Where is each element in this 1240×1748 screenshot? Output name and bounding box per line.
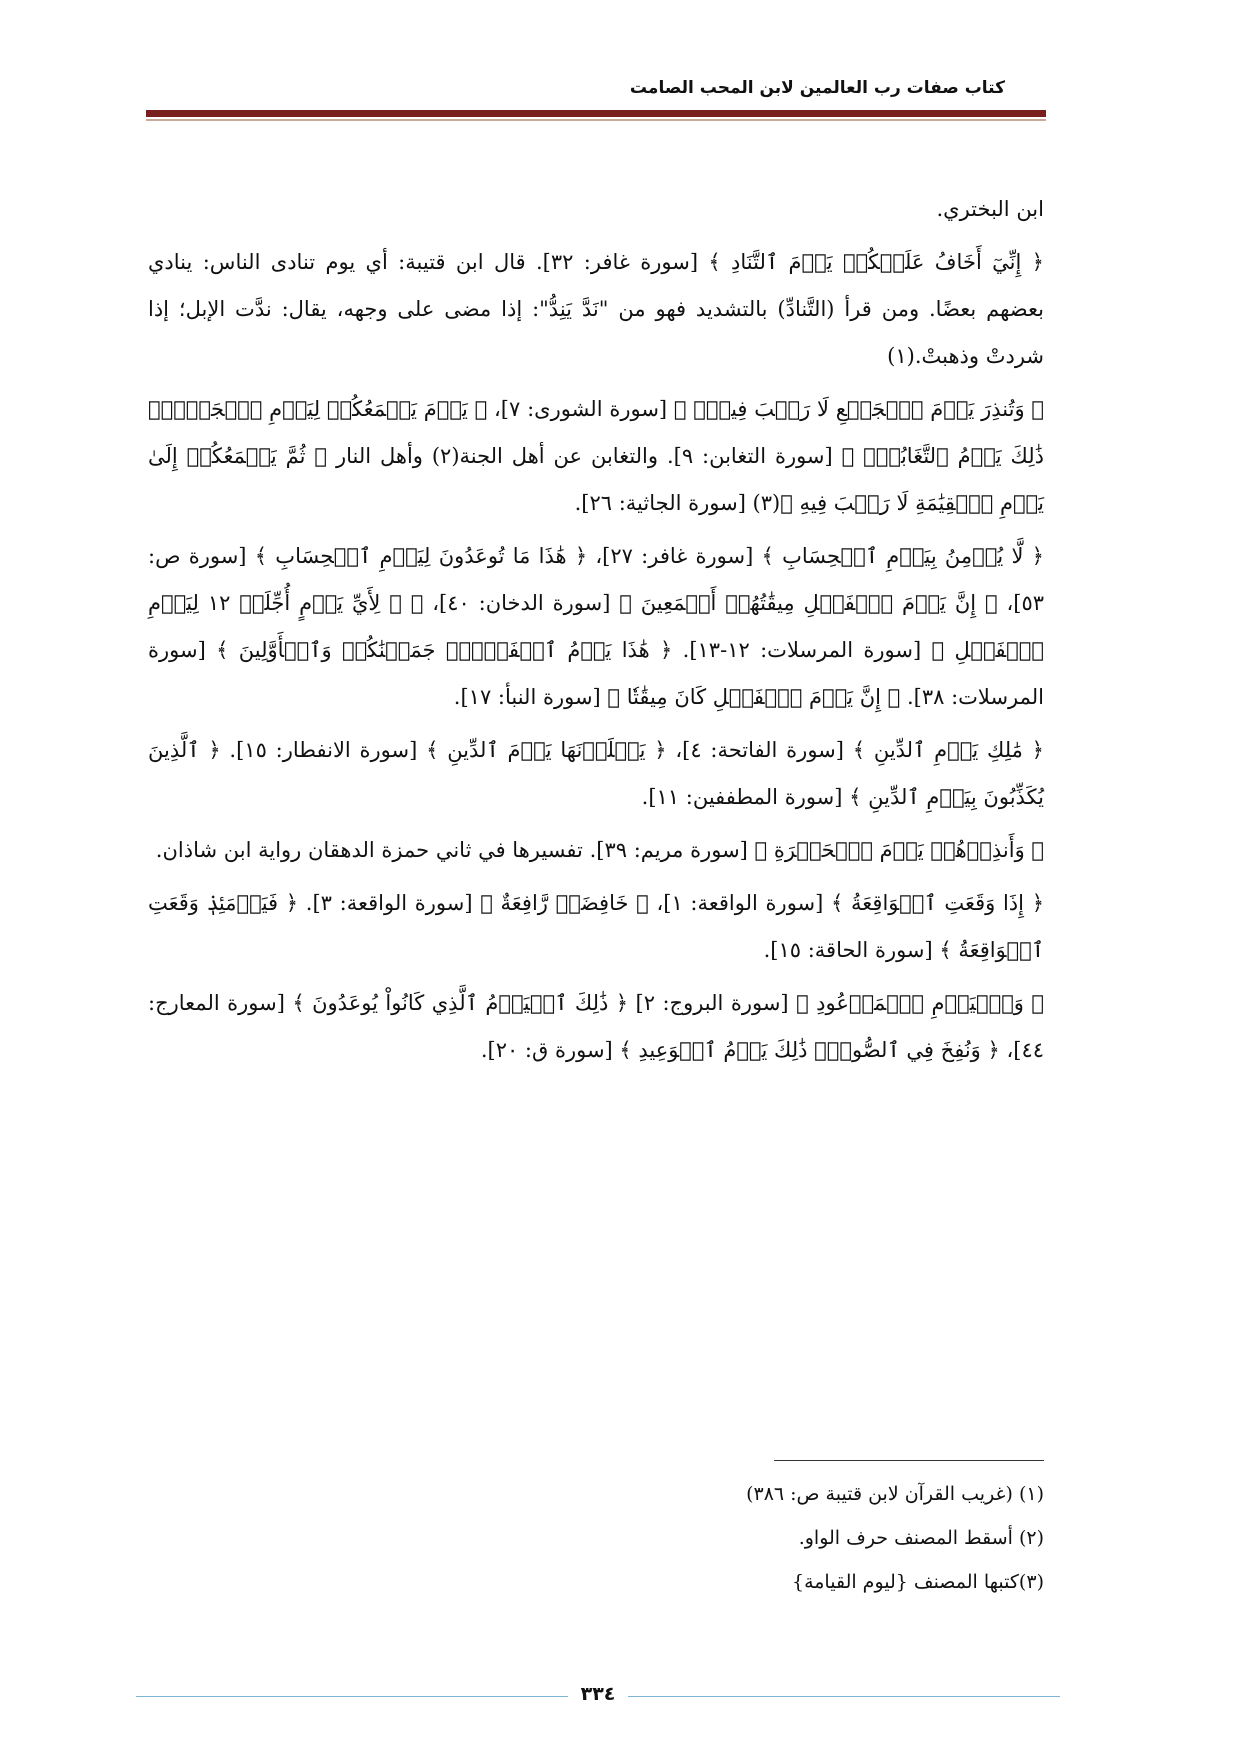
footnote: (١) (غريب القرآن لابن قتيبة ص: ٣٨٦): [746, 1483, 1044, 1505]
header-rule-thin: [146, 119, 1046, 121]
paragraph: ﴿ وَٱلۡيَوۡمِ ٱلۡمَوۡعُودِ ﴾ [سورة البروج: ٢] ﴿ ذَٰلِكَ ٱلۡيَوۡمُ ٱلَّذِي كَانُواْ يُوعَدُونَ ﴾ [سورة المعارج: ٤٤]، ﴿ وَنُفِخَ فِي ٱلصُّورِۚ ذَٰلِكَ يَوۡمُ ٱلۡوَعِيدِ ﴾ [سورة ق: ٢٠].: [148, 991, 1044, 1062]
footnote: (٢) أسقط المصنف حرف الواو.: [798, 1527, 1044, 1549]
footnote-separator: [774, 1460, 1044, 1461]
paragraph: ابن البختري.: [936, 197, 1044, 221]
running-header-title: كتاب صفات رب العالمين لابن المحب الصامت: [629, 78, 1005, 98]
main-text: [148, 186, 1044, 1080]
header-rule: [146, 110, 1046, 117]
paragraph: ﴿ وَتُنذِرَ يَوۡمَ ٱلۡجَمۡعِ لَا رَيۡبَ فِيهِۚ ﴾ [سورة الشورى: ٧]، ﴿ يَوۡمَ يَجۡمَعُكُمۡ لِيَوۡمِ ٱلۡجَمۡعِۖ ذَٰلِكَ يَوۡمُ ٱلتَّغَابُنِۗ ﴾ [سورة التغابن: ٩]. والتغابن عن أهل الجنة(٢) وأهل النار ﴿ ثُمَّ يَجۡمَعُكُمۡ إِلَىٰ يَوۡمِ ٱلۡقِيَٰمَةِ لَا رَيۡبَ فِيهِ ﴾(٣) [سورة الجاثية: ٢٦].: [148, 397, 1045, 515]
footnote: (٣)كتبها المصنف {ليوم القيامة}: [791, 1571, 1044, 1593]
paragraph: ﴿ إِنِّيٓ أَخَافُ عَلَيۡكُمۡ يَوۡمَ ٱلتَّنَادِ ﴾ [سورة غافر: ٣٢]. قال ابن قتيبة: أي يوم تنادى الناس: ينادي بعضهم بعضًا. ومن قرأ (التَّنادِّ) بالتشديد فهو من "نَدَّ يَنِدُّ": إذا مضى على وجهه، يقال: ندَّت الإبل؛ إذا شردتْ وذهبتْ.(١): [148, 250, 1044, 368]
paragraph: ﴿ وَأَنذِرۡهُمۡ يَوۡمَ ٱلۡحَسۡرَةِ ﴾ [سورة مريم: ٣٩]. تفسيرها في ثاني حمزة الدهقان رواية ابن شاذان.: [155, 838, 1044, 862]
paragraph: ﴿ مَٰلِكِ يَوۡمِ ٱلدِّينِ ﴾ [سورة الفاتحة: ٤]، ﴿ يَصۡلَوۡنَهَا يَوۡمَ ٱلدِّينِ ﴾ [سورة الانفطار: ١٥]. ﴿ ٱلَّذِينَ يُكَذِّبُونَ بِيَوۡمِ ٱلدِّينِ ﴾ [سورة المطففين: ١١].: [148, 738, 1044, 809]
paragraph: ﴿ لَّا يُؤۡمِنُ بِيَوۡمِ ٱلۡحِسَابِ ﴾ [سورة غافر: ٢٧]، ﴿ هَٰذَا مَا تُوعَدُونَ لِيَوۡمِ ٱلۡحِسَابِ ﴾ [سورة ص: ٥٣]، ﴿ إِنَّ يَوۡمَ ٱلۡفَصۡلِ مِيقَٰتُهُمۡ أَجۡمَعِينَ ﴾ [سورة الدخان: ٤٠]، ﴿ ﴿ لِأَيِّ يَوۡمٍ أُجِّلَتۡ ١٢ لِيَوۡمِ ٱلۡفَصۡلِ ﴾ [سورة المرسلات: ١٢-١٣]. ﴿ هَٰذَا يَوۡمُ ٱلۡفَصۡلِۖ جَمَعۡنَٰكُمۡ وَٱلۡأَوَّلِينَ ﴾ [سورة المرسلات: ٣٨]. ﴿ إِنَّ يَوۡمَ ٱلۡفَصۡلِ كَانَ مِيقَٰتٗا ﴾ [سورة النبأ: ١٧].: [148, 544, 1044, 709]
footer-line-right: [628, 1696, 1060, 1697]
paragraph: ﴿ إِذَا وَقَعَتِ ٱلۡوَاقِعَةُ ﴾ [سورة الواقعة: ١]، ﴿ خَافِضَةٞ رَّافِعَةٌ ﴾ [سورة الواقعة: ٣]. ﴿ فَيَوۡمَئِذٖ وَقَعَتِ ٱلۡوَاقِعَةُ ﴾ [سورة الحاقة: ١٥].: [148, 891, 1044, 962]
footer-line-left: [136, 1696, 568, 1697]
footnotes: [444, 1472, 1044, 1604]
page-number: ٣٣٤: [580, 1683, 616, 1705]
